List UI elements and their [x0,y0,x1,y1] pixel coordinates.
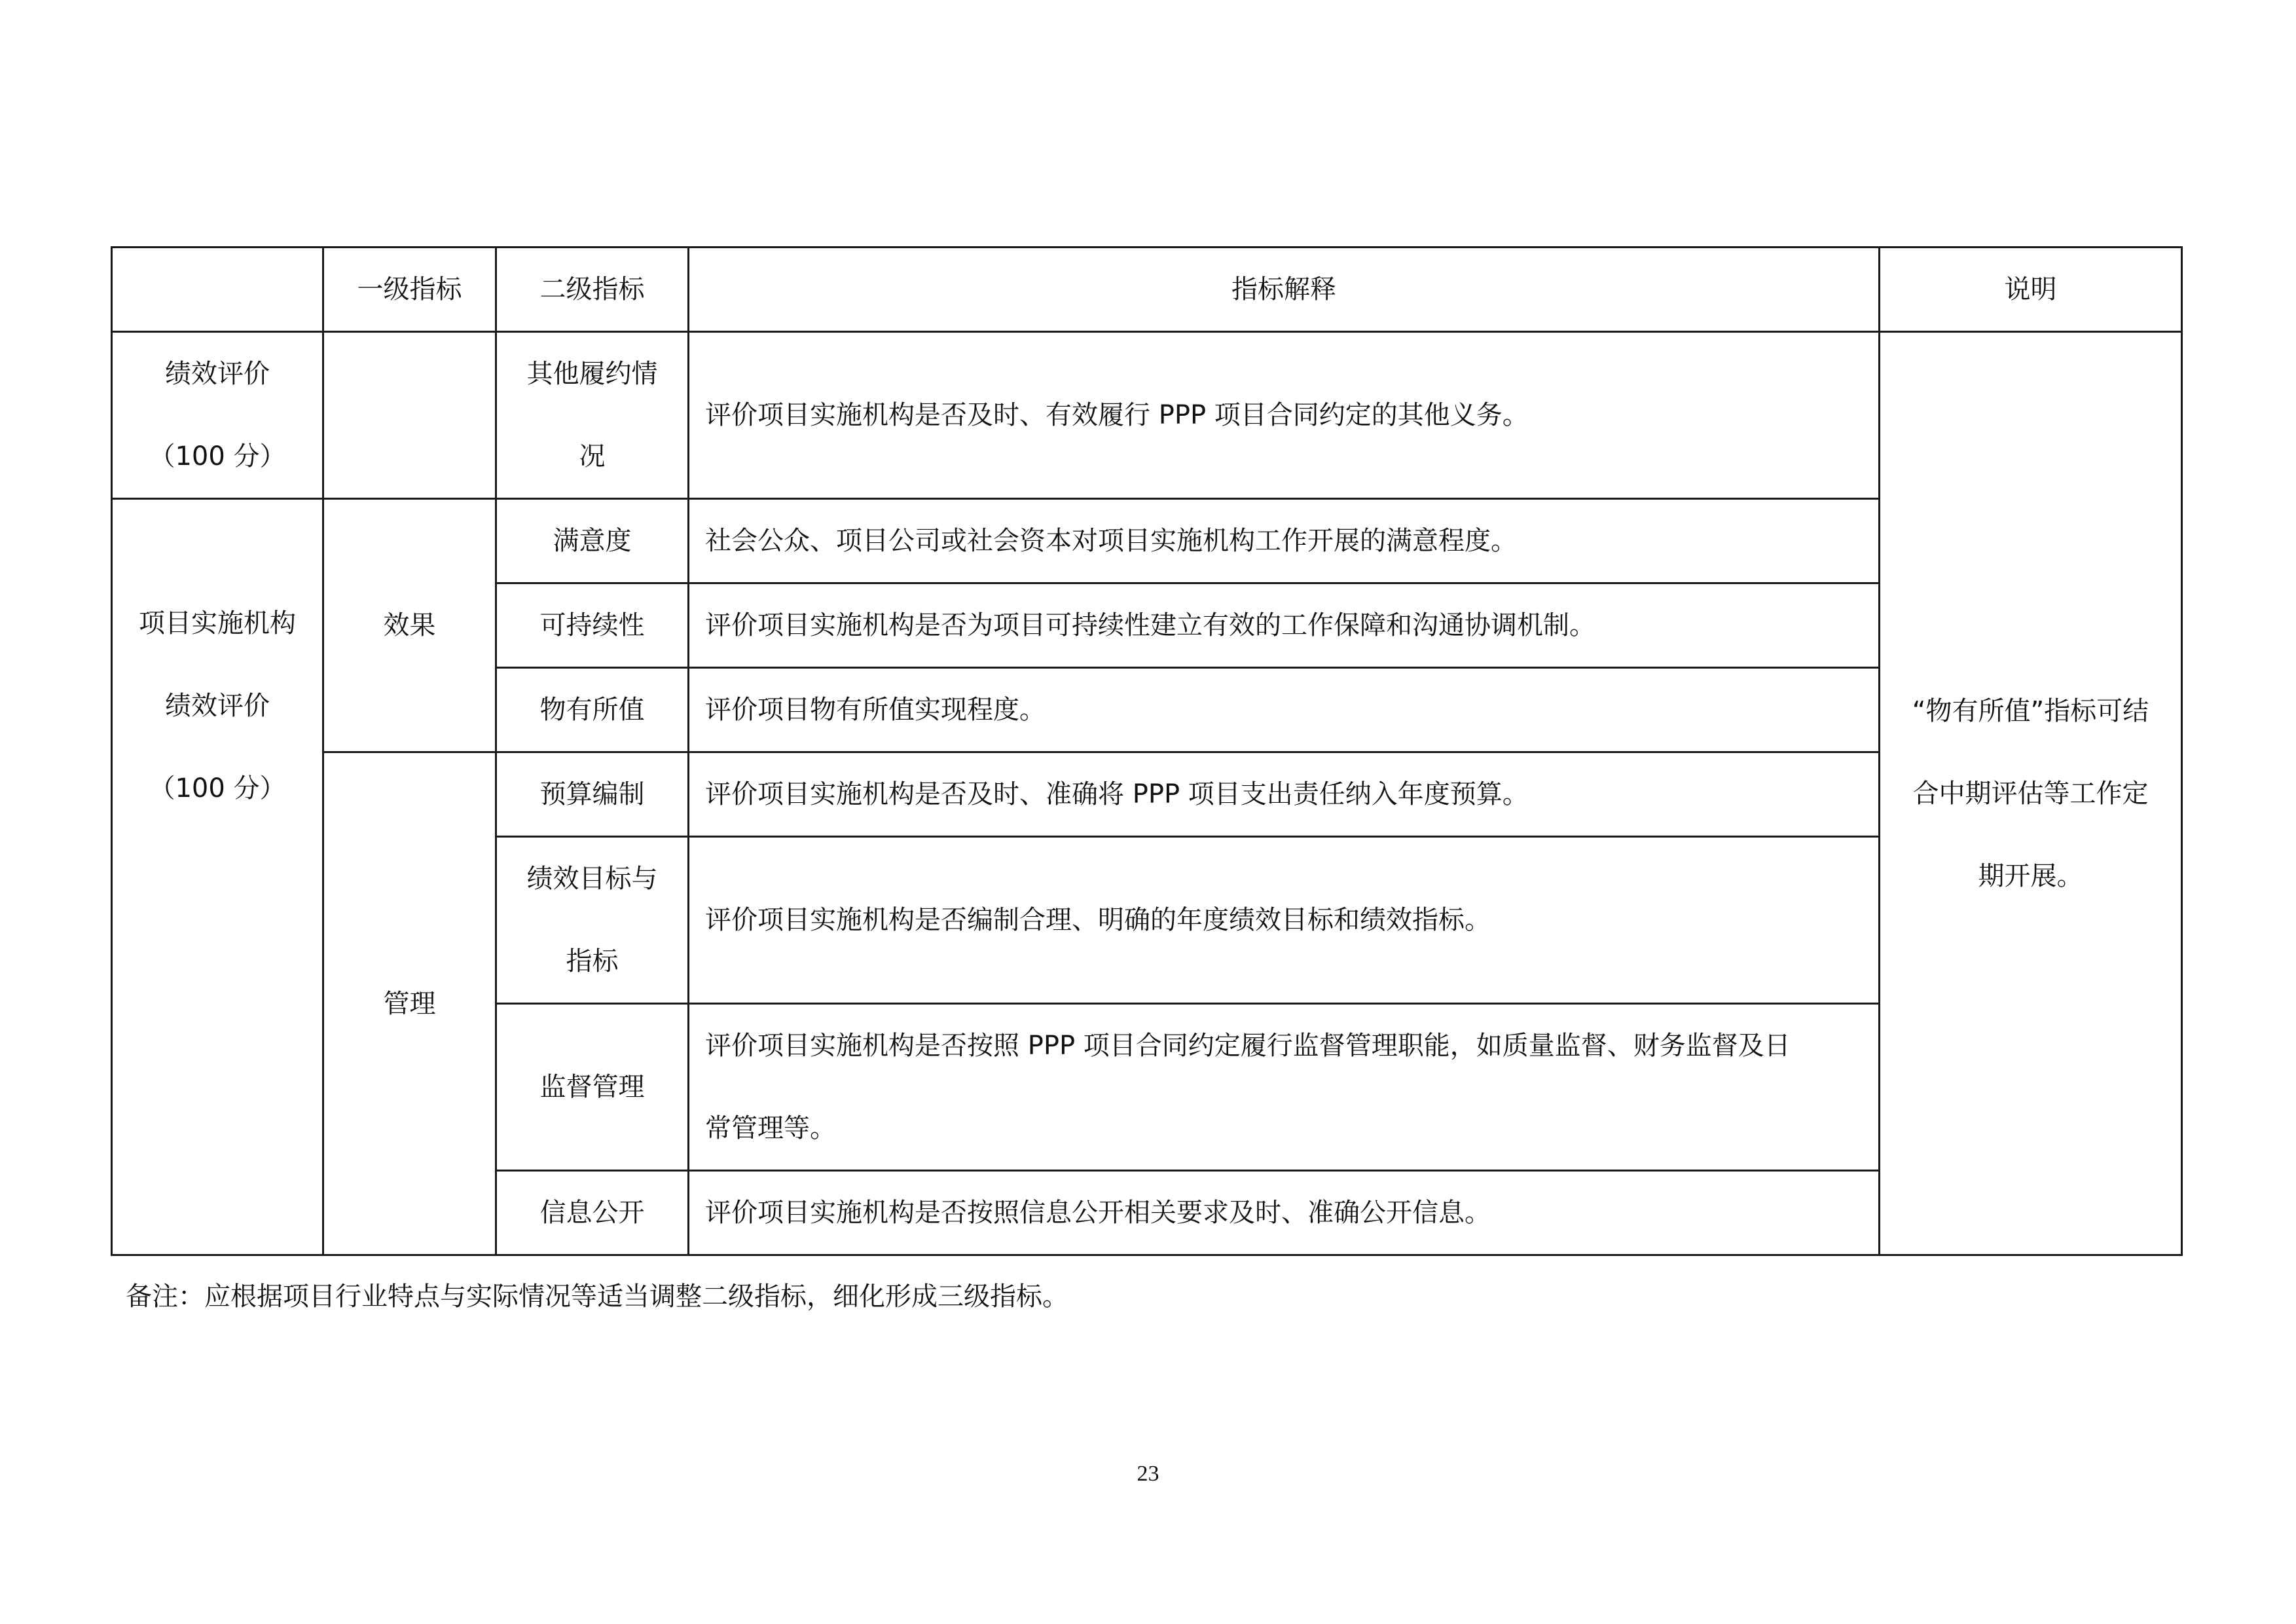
level2-cell: 物有所值 [496,668,689,752]
category-top-line2: （100 分） [149,441,286,471]
table-row [112,332,2182,499]
explanation-cell: 评价项目实施机构是否及时、有效履行 PPP 项目合同约定的其他义务。 [689,332,1880,499]
table-remark: 备注：应根据项目行业特点与实际情况等适当调整二级指标，细化形成三级指标。 [126,1282,1068,1312]
level2-label-line1: 绩效目标与 [526,864,658,894]
level2-cell: 信息公开 [496,1171,689,1255]
category-main-line1: 项目实施机构 [139,608,296,638]
explanation-line2: 常管理等。 [705,1113,836,1143]
explanation-line1: 评价项目实施机构是否按照 PPP 项目合同约定履行监督管理职能，如质量监督、财务监督及日 [705,1031,1791,1061]
explanation-cell: 评价项目实施机构是否按照信息公开相关要求及时、准确公开信息。 [689,1171,1880,1255]
level1-management-cell: 管理 [323,752,496,1255]
level2-cell [496,837,689,1004]
level2-label-line2: 况 [579,441,606,471]
explanation-cell [689,1004,1880,1171]
level2-cell: 预算编制 [496,752,689,837]
header-note: 说明 [1880,248,2182,332]
note-line2: 合中期评估等工作定 [1912,778,2149,809]
note-cell [1880,332,2182,1255]
category-main-line2: 绩效评价 [165,691,270,721]
explanation-cell: 评价项目实施机构是否编制合理、明确的年度绩效目标和绩效指标。 [689,837,1880,1004]
level1-effect-cell: 效果 [323,499,496,752]
explanation-cell: 社会公众、项目公司或社会资本对项目实施机构工作开展的满意程度。 [689,499,1880,583]
level1-empty-cell [323,332,496,499]
category-top-line1: 绩效评价 [165,359,270,389]
header-level1: 一级指标 [323,248,496,332]
level2-cell: 监督管理 [496,1004,689,1171]
level2-cell: 满意度 [496,499,689,583]
level2-cell: 可持续性 [496,583,689,668]
header-explanation: 指标解释 [689,248,1880,332]
category-main-line3: （100 分） [149,773,286,803]
header-level2: 二级指标 [496,248,689,332]
explanation-cell: 评价项目实施机构是否及时、准确将 PPP 项目支出责任纳入年度预算。 [689,752,1880,837]
category-cell-top [112,332,323,499]
explanation-cell: 评价项目实施机构是否为项目可持续性建立有效的工作保障和沟通协调机制。 [689,583,1880,668]
table-row [112,752,2182,837]
indicator-table [111,246,2183,1256]
level2-label-line2: 指标 [566,946,619,976]
category-cell-main [112,499,323,1255]
note-line1: “物有所值”指标可结 [1912,695,2149,726]
table-row [112,499,2182,583]
note-line3: 期开展。 [1978,860,2083,891]
level2-cell [496,332,689,499]
level2-label-line1: 其他履约情 [526,359,658,389]
page-number: 23 [1137,1462,1159,1486]
table-header-row [112,248,2182,332]
explanation-cell: 评价项目物有所值实现程度。 [689,668,1880,752]
header-category [112,248,323,332]
